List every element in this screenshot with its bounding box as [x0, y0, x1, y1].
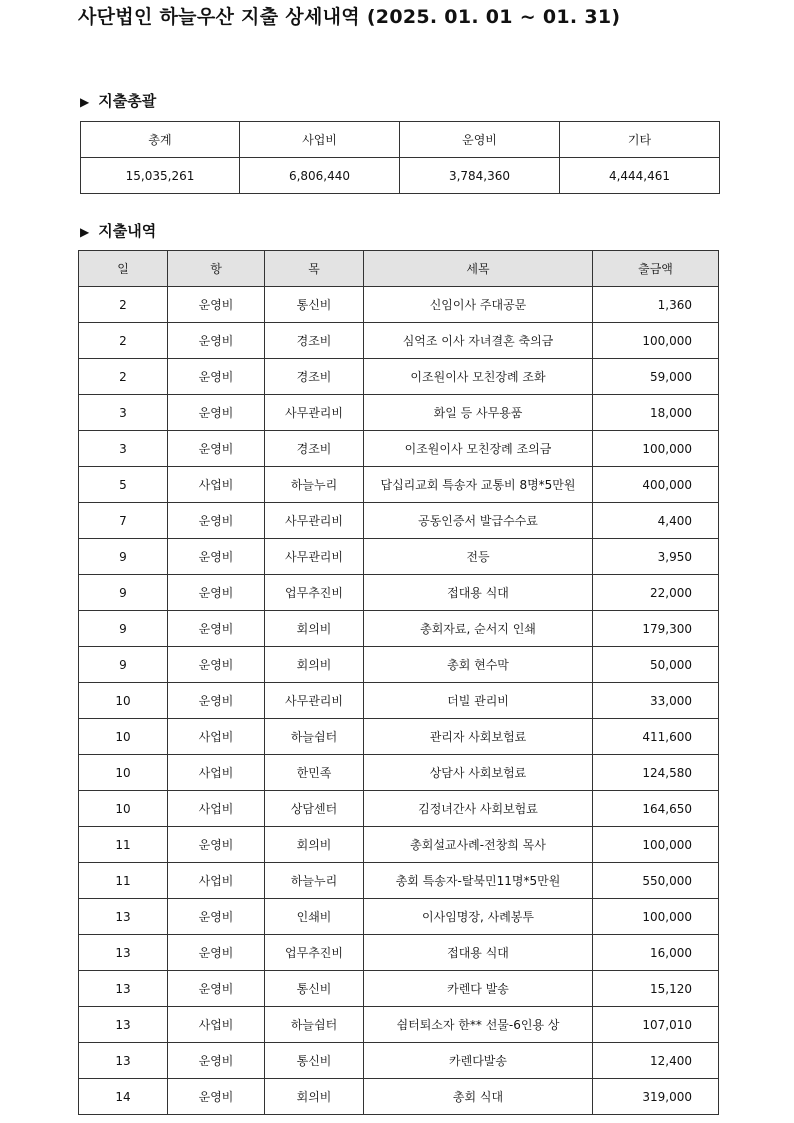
cell-description: 카렌다발송 — [364, 1043, 593, 1079]
cell-description: 총회설교사례-전창희 목사 — [364, 827, 593, 863]
summary-header-other: 기타 — [560, 122, 720, 158]
cell-description: 화일 등 사무용품 — [364, 395, 593, 431]
cell-description: 총회 식대 — [364, 1079, 593, 1115]
cell-amount: 1,360 — [593, 287, 719, 323]
cell-description: 답십리교회 특송자 교통비 8명*5만원 — [364, 467, 593, 503]
cell-category: 운영비 — [168, 827, 265, 863]
table-row — [79, 683, 719, 719]
cell-description: 이사임명장, 사례봉투 — [364, 899, 593, 935]
summary-value-row — [81, 158, 720, 194]
cell-amount: 400,000 — [593, 467, 719, 503]
table-row — [79, 503, 719, 539]
table-row — [79, 575, 719, 611]
cell-amount: 22,000 — [593, 575, 719, 611]
cell-category: 운영비 — [168, 575, 265, 611]
cell-item: 사무관리비 — [265, 395, 364, 431]
cell-day: 2 — [79, 287, 168, 323]
cell-category: 운영비 — [168, 647, 265, 683]
table-row — [79, 539, 719, 575]
cell-day: 11 — [79, 863, 168, 899]
cell-item: 하늘누리 — [265, 467, 364, 503]
cell-amount: 3,950 — [593, 539, 719, 575]
summary-header-operation: 운영비 — [400, 122, 560, 158]
cell-amount: 12,400 — [593, 1043, 719, 1079]
cell-item: 상담센터 — [265, 791, 364, 827]
table-row — [79, 719, 719, 755]
cell-amount: 107,010 — [593, 1007, 719, 1043]
table-row — [79, 395, 719, 431]
summary-heading-text: 지출총괄 — [98, 92, 157, 110]
cell-day: 2 — [79, 359, 168, 395]
cell-category: 사업비 — [168, 791, 265, 827]
cell-day: 13 — [79, 935, 168, 971]
cell-amount: 100,000 — [593, 431, 719, 467]
cell-day: 9 — [79, 575, 168, 611]
table-row — [79, 1079, 719, 1115]
cell-amount: 319,000 — [593, 1079, 719, 1115]
cell-day: 9 — [79, 611, 168, 647]
table-row — [79, 935, 719, 971]
cell-category: 사업비 — [168, 755, 265, 791]
table-row — [79, 359, 719, 395]
cell-description: 총회자료, 순서지 인쇄 — [364, 611, 593, 647]
cell-category: 사업비 — [168, 467, 265, 503]
cell-day: 7 — [79, 503, 168, 539]
table-row — [79, 1043, 719, 1079]
cell-description: 이조원이사 모친장례 조의금 — [364, 431, 593, 467]
table-row — [79, 431, 719, 467]
cell-item: 회의비 — [265, 647, 364, 683]
table-row — [79, 755, 719, 791]
cell-item: 회의비 — [265, 827, 364, 863]
cell-amount: 164,650 — [593, 791, 719, 827]
cell-category: 운영비 — [168, 1043, 265, 1079]
cell-amount: 15,120 — [593, 971, 719, 1007]
cell-day: 2 — [79, 323, 168, 359]
cell-category: 운영비 — [168, 359, 265, 395]
cell-amount: 411,600 — [593, 719, 719, 755]
cell-item: 회의비 — [265, 1079, 364, 1115]
cell-item: 사무관리비 — [265, 503, 364, 539]
detail-header-item: 목 — [265, 251, 364, 287]
table-row — [79, 791, 719, 827]
detail-section-heading — [80, 220, 156, 241]
detail-header-day: 일 — [79, 251, 168, 287]
cell-item: 경조비 — [265, 431, 364, 467]
cell-description: 접대용 식대 — [364, 575, 593, 611]
cell-description: 카렌다 발송 — [364, 971, 593, 1007]
cell-item: 통신비 — [265, 287, 364, 323]
expense-detail-table — [78, 250, 719, 1115]
document-title: 사단법인 하늘우산 지출 상세내역 (2025. 01. 01 ~ 01. 31) — [78, 6, 621, 28]
cell-category: 운영비 — [168, 287, 265, 323]
cell-description: 접대용 식대 — [364, 935, 593, 971]
cell-day: 13 — [79, 899, 168, 935]
cell-item: 하늘쉼터 — [265, 1007, 364, 1043]
table-row — [79, 827, 719, 863]
table-row — [79, 611, 719, 647]
cell-day: 10 — [79, 755, 168, 791]
cell-category: 사업비 — [168, 863, 265, 899]
cell-amount: 550,000 — [593, 863, 719, 899]
cell-item: 업무추진비 — [265, 935, 364, 971]
cell-category: 운영비 — [168, 899, 265, 935]
detail-heading-text: 지출내역 — [98, 222, 157, 240]
cell-category: 운영비 — [168, 971, 265, 1007]
cell-description: 총회 현수막 — [364, 647, 593, 683]
cell-category: 사업비 — [168, 719, 265, 755]
cell-description: 더빌 관리비 — [364, 683, 593, 719]
detail-body — [79, 287, 719, 1115]
cell-category: 운영비 — [168, 935, 265, 971]
summary-header-total: 총계 — [81, 122, 240, 158]
cell-description: 상담사 사회보험료 — [364, 755, 593, 791]
cell-amount: 16,000 — [593, 935, 719, 971]
cell-day: 11 — [79, 827, 168, 863]
summary-value-other: 4,444,461 — [560, 158, 720, 194]
cell-day: 3 — [79, 431, 168, 467]
triangle-bullet-icon: ▶ — [80, 95, 90, 109]
summary-value-total: 15,035,261 — [81, 158, 240, 194]
summary-header-row — [81, 122, 720, 158]
cell-item: 통신비 — [265, 971, 364, 1007]
summary-value-operation: 3,784,360 — [400, 158, 560, 194]
cell-item: 하늘쉼터 — [265, 719, 364, 755]
detail-header-category: 항 — [168, 251, 265, 287]
table-row — [79, 1007, 719, 1043]
summary-table — [80, 121, 720, 194]
cell-amount: 100,000 — [593, 899, 719, 935]
cell-amount: 100,000 — [593, 827, 719, 863]
cell-category: 운영비 — [168, 395, 265, 431]
detail-header-description: 세목 — [364, 251, 593, 287]
cell-description: 총회 특송자-탈북민11명*5만원 — [364, 863, 593, 899]
table-row — [79, 467, 719, 503]
cell-amount: 50,000 — [593, 647, 719, 683]
cell-day: 13 — [79, 1007, 168, 1043]
cell-day: 13 — [79, 971, 168, 1007]
cell-description: 전등 — [364, 539, 593, 575]
cell-item: 경조비 — [265, 323, 364, 359]
cell-category: 운영비 — [168, 323, 265, 359]
cell-description: 심억조 이사 자녀결혼 축의금 — [364, 323, 593, 359]
summary-value-business: 6,806,440 — [240, 158, 400, 194]
cell-item: 인쇄비 — [265, 899, 364, 935]
cell-item: 회의비 — [265, 611, 364, 647]
cell-amount: 100,000 — [593, 323, 719, 359]
cell-category: 운영비 — [168, 539, 265, 575]
cell-amount: 59,000 — [593, 359, 719, 395]
cell-description: 관리자 사회보험료 — [364, 719, 593, 755]
cell-description: 이조원이사 모친장례 조화 — [364, 359, 593, 395]
cell-amount: 179,300 — [593, 611, 719, 647]
table-row — [79, 971, 719, 1007]
detail-header-row — [79, 251, 719, 287]
cell-category: 사업비 — [168, 1007, 265, 1043]
table-row — [79, 647, 719, 683]
summary-header-business: 사업비 — [240, 122, 400, 158]
cell-day: 10 — [79, 719, 168, 755]
cell-day: 9 — [79, 539, 168, 575]
cell-item: 사무관리비 — [265, 539, 364, 575]
cell-day: 9 — [79, 647, 168, 683]
summary-section-heading — [80, 90, 156, 111]
cell-item: 사무관리비 — [265, 683, 364, 719]
cell-description: 쉼터퇴소자 한** 선물-6인용 상 — [364, 1007, 593, 1043]
cell-day: 10 — [79, 791, 168, 827]
cell-item: 하늘누리 — [265, 863, 364, 899]
triangle-bullet-icon: ▶ — [80, 225, 90, 239]
cell-description: 공동인증서 발급수수료 — [364, 503, 593, 539]
cell-day: 14 — [79, 1079, 168, 1115]
cell-category: 운영비 — [168, 611, 265, 647]
cell-day: 10 — [79, 683, 168, 719]
cell-item: 통신비 — [265, 1043, 364, 1079]
table-row — [79, 899, 719, 935]
cell-amount: 124,580 — [593, 755, 719, 791]
cell-category: 운영비 — [168, 431, 265, 467]
cell-description: 김정녀간사 사회보험료 — [364, 791, 593, 827]
cell-item: 한민족 — [265, 755, 364, 791]
cell-day: 5 — [79, 467, 168, 503]
cell-amount: 18,000 — [593, 395, 719, 431]
cell-item: 업무추진비 — [265, 575, 364, 611]
cell-day: 3 — [79, 395, 168, 431]
cell-category: 운영비 — [168, 1079, 265, 1115]
cell-amount: 33,000 — [593, 683, 719, 719]
table-row — [79, 287, 719, 323]
table-row — [79, 323, 719, 359]
cell-item: 경조비 — [265, 359, 364, 395]
cell-description: 신임이사 주대공문 — [364, 287, 593, 323]
detail-header-amount: 출금액 — [593, 251, 719, 287]
cell-category: 운영비 — [168, 503, 265, 539]
cell-day: 13 — [79, 1043, 168, 1079]
cell-amount: 4,400 — [593, 503, 719, 539]
cell-category: 운영비 — [168, 683, 265, 719]
table-row — [79, 863, 719, 899]
